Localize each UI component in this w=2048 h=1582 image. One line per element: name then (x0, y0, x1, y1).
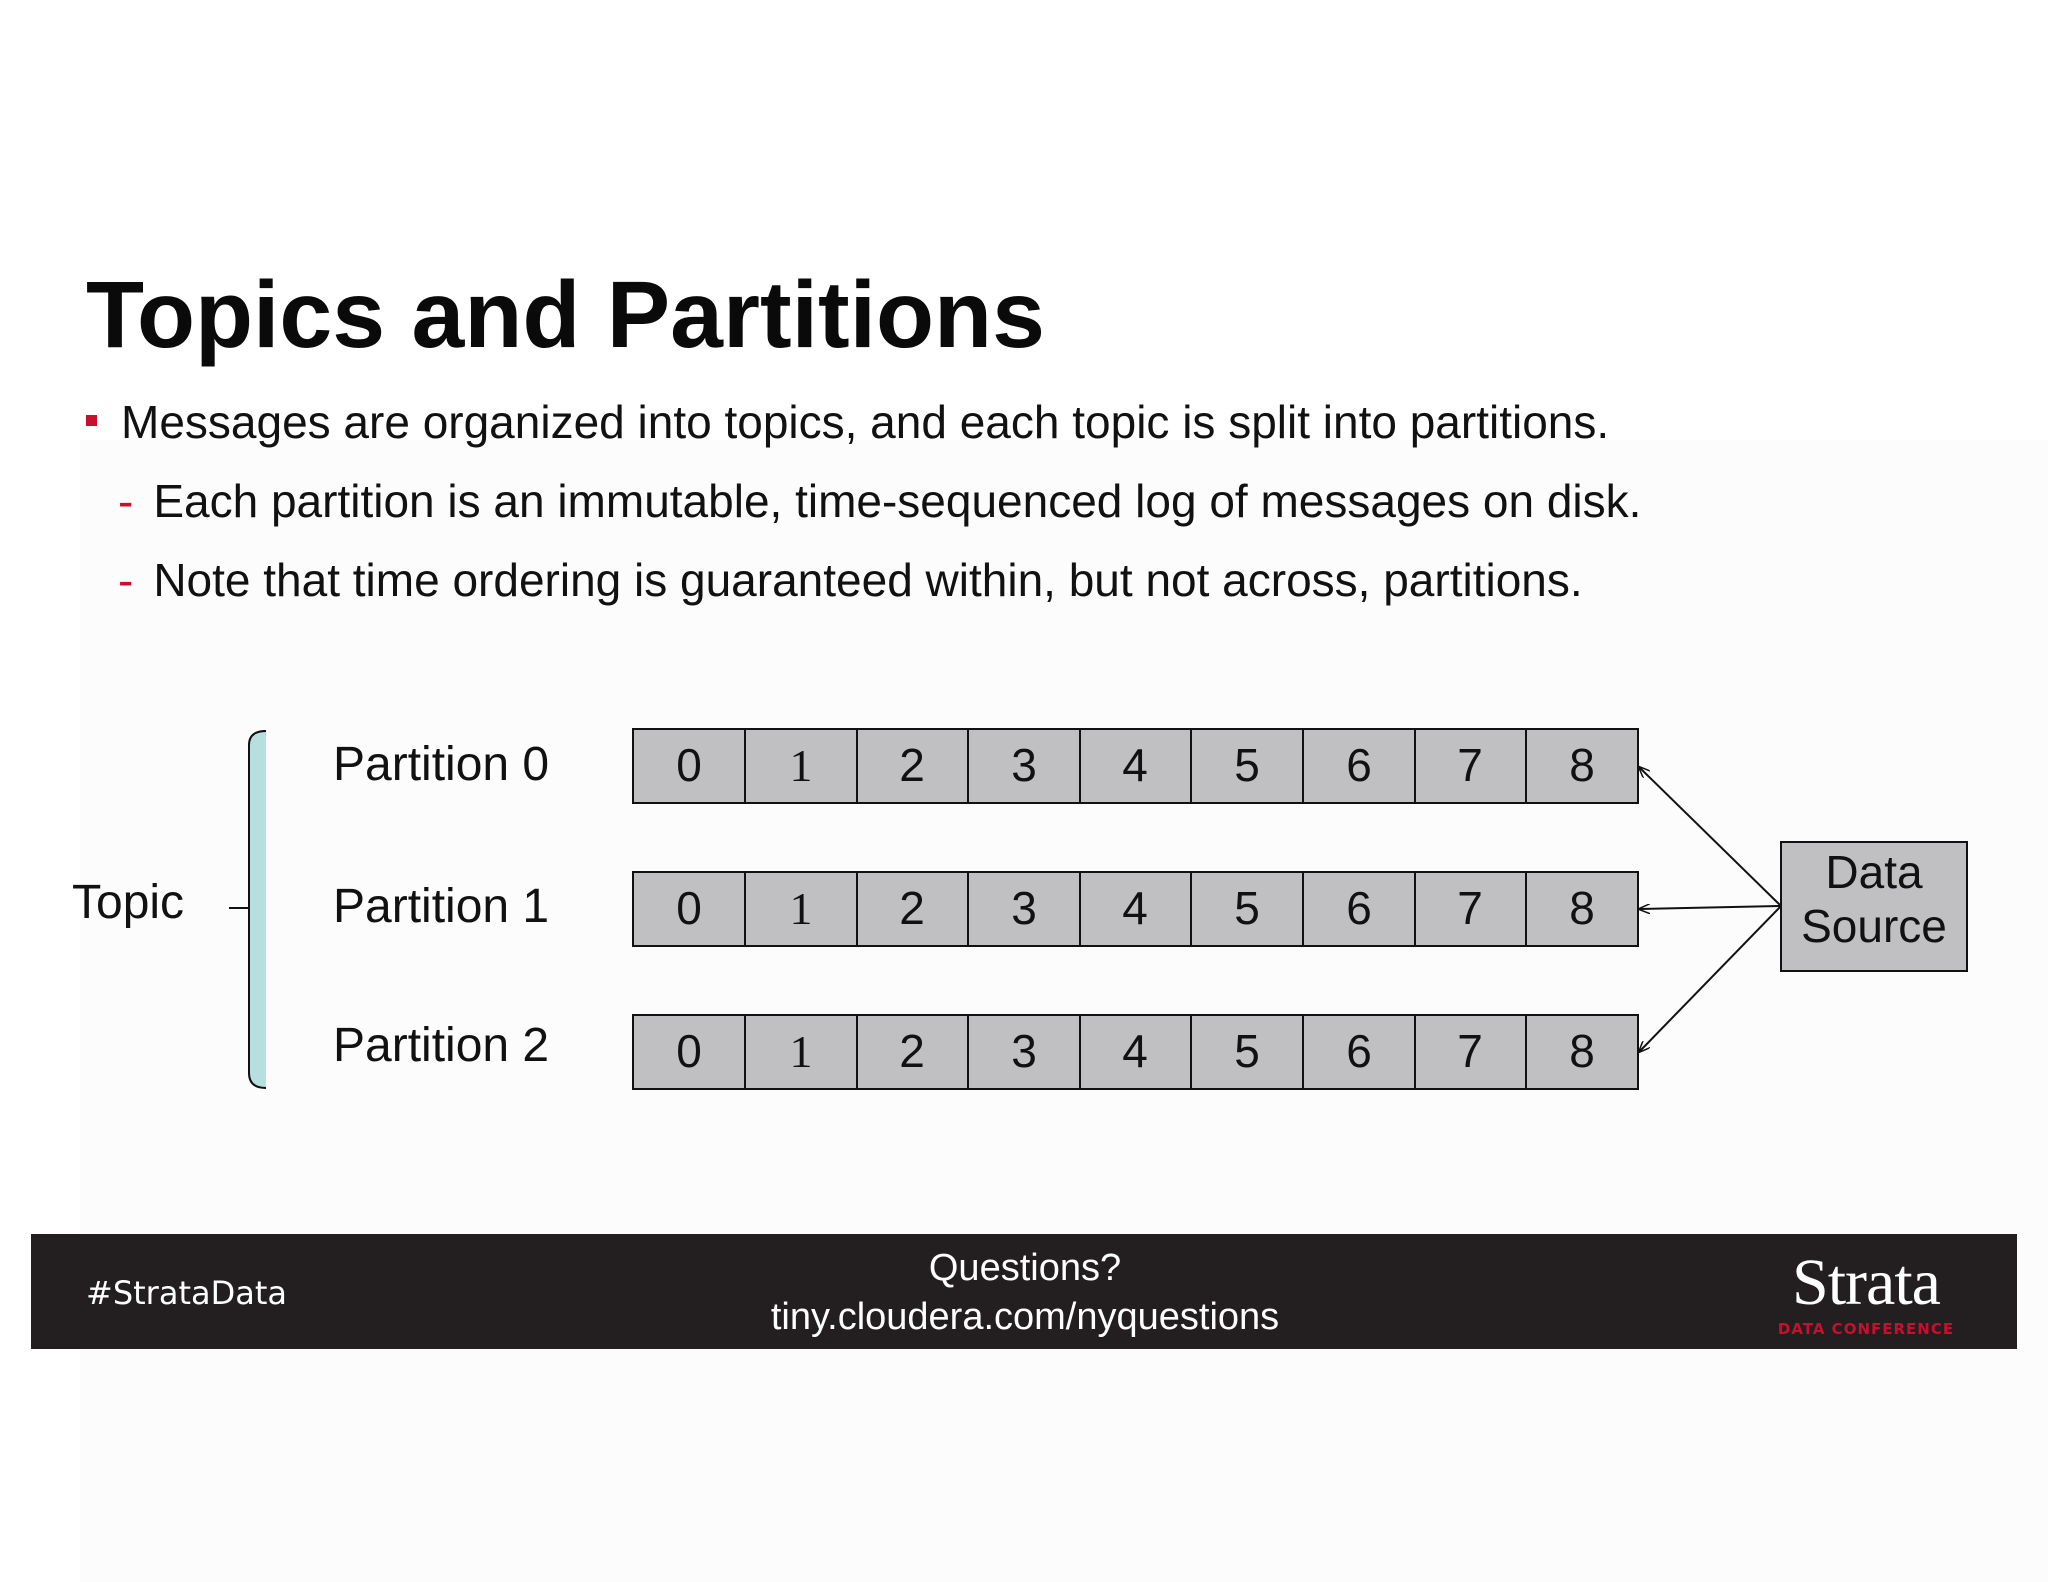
questions-link[interactable]: tiny.cloudera.com/nyquestions (770, 1296, 1280, 1338)
offset-label: 1 (789, 883, 813, 934)
dash-bullet-icon: - (118, 554, 134, 606)
offset-label: 8 (1569, 1025, 1595, 1077)
offset-label: 2 (899, 739, 925, 791)
offset-label: 5 (1234, 739, 1260, 791)
offset-label: 1 (789, 1026, 813, 1077)
data-source-label: Source (1801, 900, 1947, 952)
brand-name: Strata (1792, 1246, 1940, 1319)
arrow-to-partition-1 (1639, 906, 1781, 909)
topic-label: Topic (72, 876, 185, 929)
bullet-text: Each partition is an immutable, time-sequenced log of messages on disk. (153, 475, 1642, 527)
offset-label: 7 (1457, 882, 1483, 934)
offset-label: 0 (676, 882, 702, 934)
offset-label: 7 (1457, 1025, 1483, 1077)
offset-label: 8 (1569, 739, 1595, 791)
offset-label: 8 (1569, 882, 1595, 934)
offset-label: 0 (676, 739, 702, 791)
strata-logo (1771, 1246, 1961, 1338)
offset-label: 3 (1011, 1025, 1037, 1077)
partition-0-log (633, 729, 1638, 803)
partition-label: Partition 0 (333, 738, 550, 791)
partition-label: Partition 2 (333, 1019, 550, 1072)
arrow-to-partition-2 (1639, 906, 1781, 1052)
offset-label: 3 (1011, 739, 1037, 791)
partition-1-log (633, 872, 1638, 946)
offset-label: 5 (1234, 1025, 1260, 1077)
partition-2-log (633, 1015, 1638, 1089)
dash-bullet-icon: - (118, 475, 134, 527)
footer-bar (31, 1234, 2017, 1349)
offset-label: 4 (1122, 1025, 1148, 1077)
slide-title: Topics and Partitions (86, 262, 1045, 368)
offset-label: 6 (1346, 882, 1372, 934)
offset-label: 1 (789, 740, 813, 791)
offset-label: 4 (1122, 882, 1148, 934)
offset-label: 6 (1346, 1025, 1372, 1077)
offset-label: 2 (899, 882, 925, 934)
offset-label: 3 (1011, 882, 1037, 934)
offset-label: 0 (676, 1025, 702, 1077)
bullet-text: Messages are organized into topics, and each topic is split into partitions. (121, 396, 1610, 448)
partition-label: Partition 1 (333, 880, 550, 933)
questions-prompt: Questions? (928, 1247, 1122, 1289)
event-hashtag: #StrataData (86, 1274, 287, 1312)
offset-label: 4 (1122, 739, 1148, 791)
offset-label: 6 (1346, 739, 1372, 791)
offset-label: 7 (1457, 739, 1483, 791)
data-source-label: Data (1825, 846, 1923, 898)
offset-label: 5 (1234, 882, 1260, 934)
brand-tagline: DATA CONFERENCE (1777, 1320, 1955, 1338)
topic-brace-icon (249, 731, 266, 1088)
arrow-to-partition-0 (1639, 767, 1781, 906)
bullet-text: Note that time ordering is guaranteed within, but not across, partitions. (153, 554, 1583, 606)
offset-label: 2 (899, 1025, 925, 1077)
